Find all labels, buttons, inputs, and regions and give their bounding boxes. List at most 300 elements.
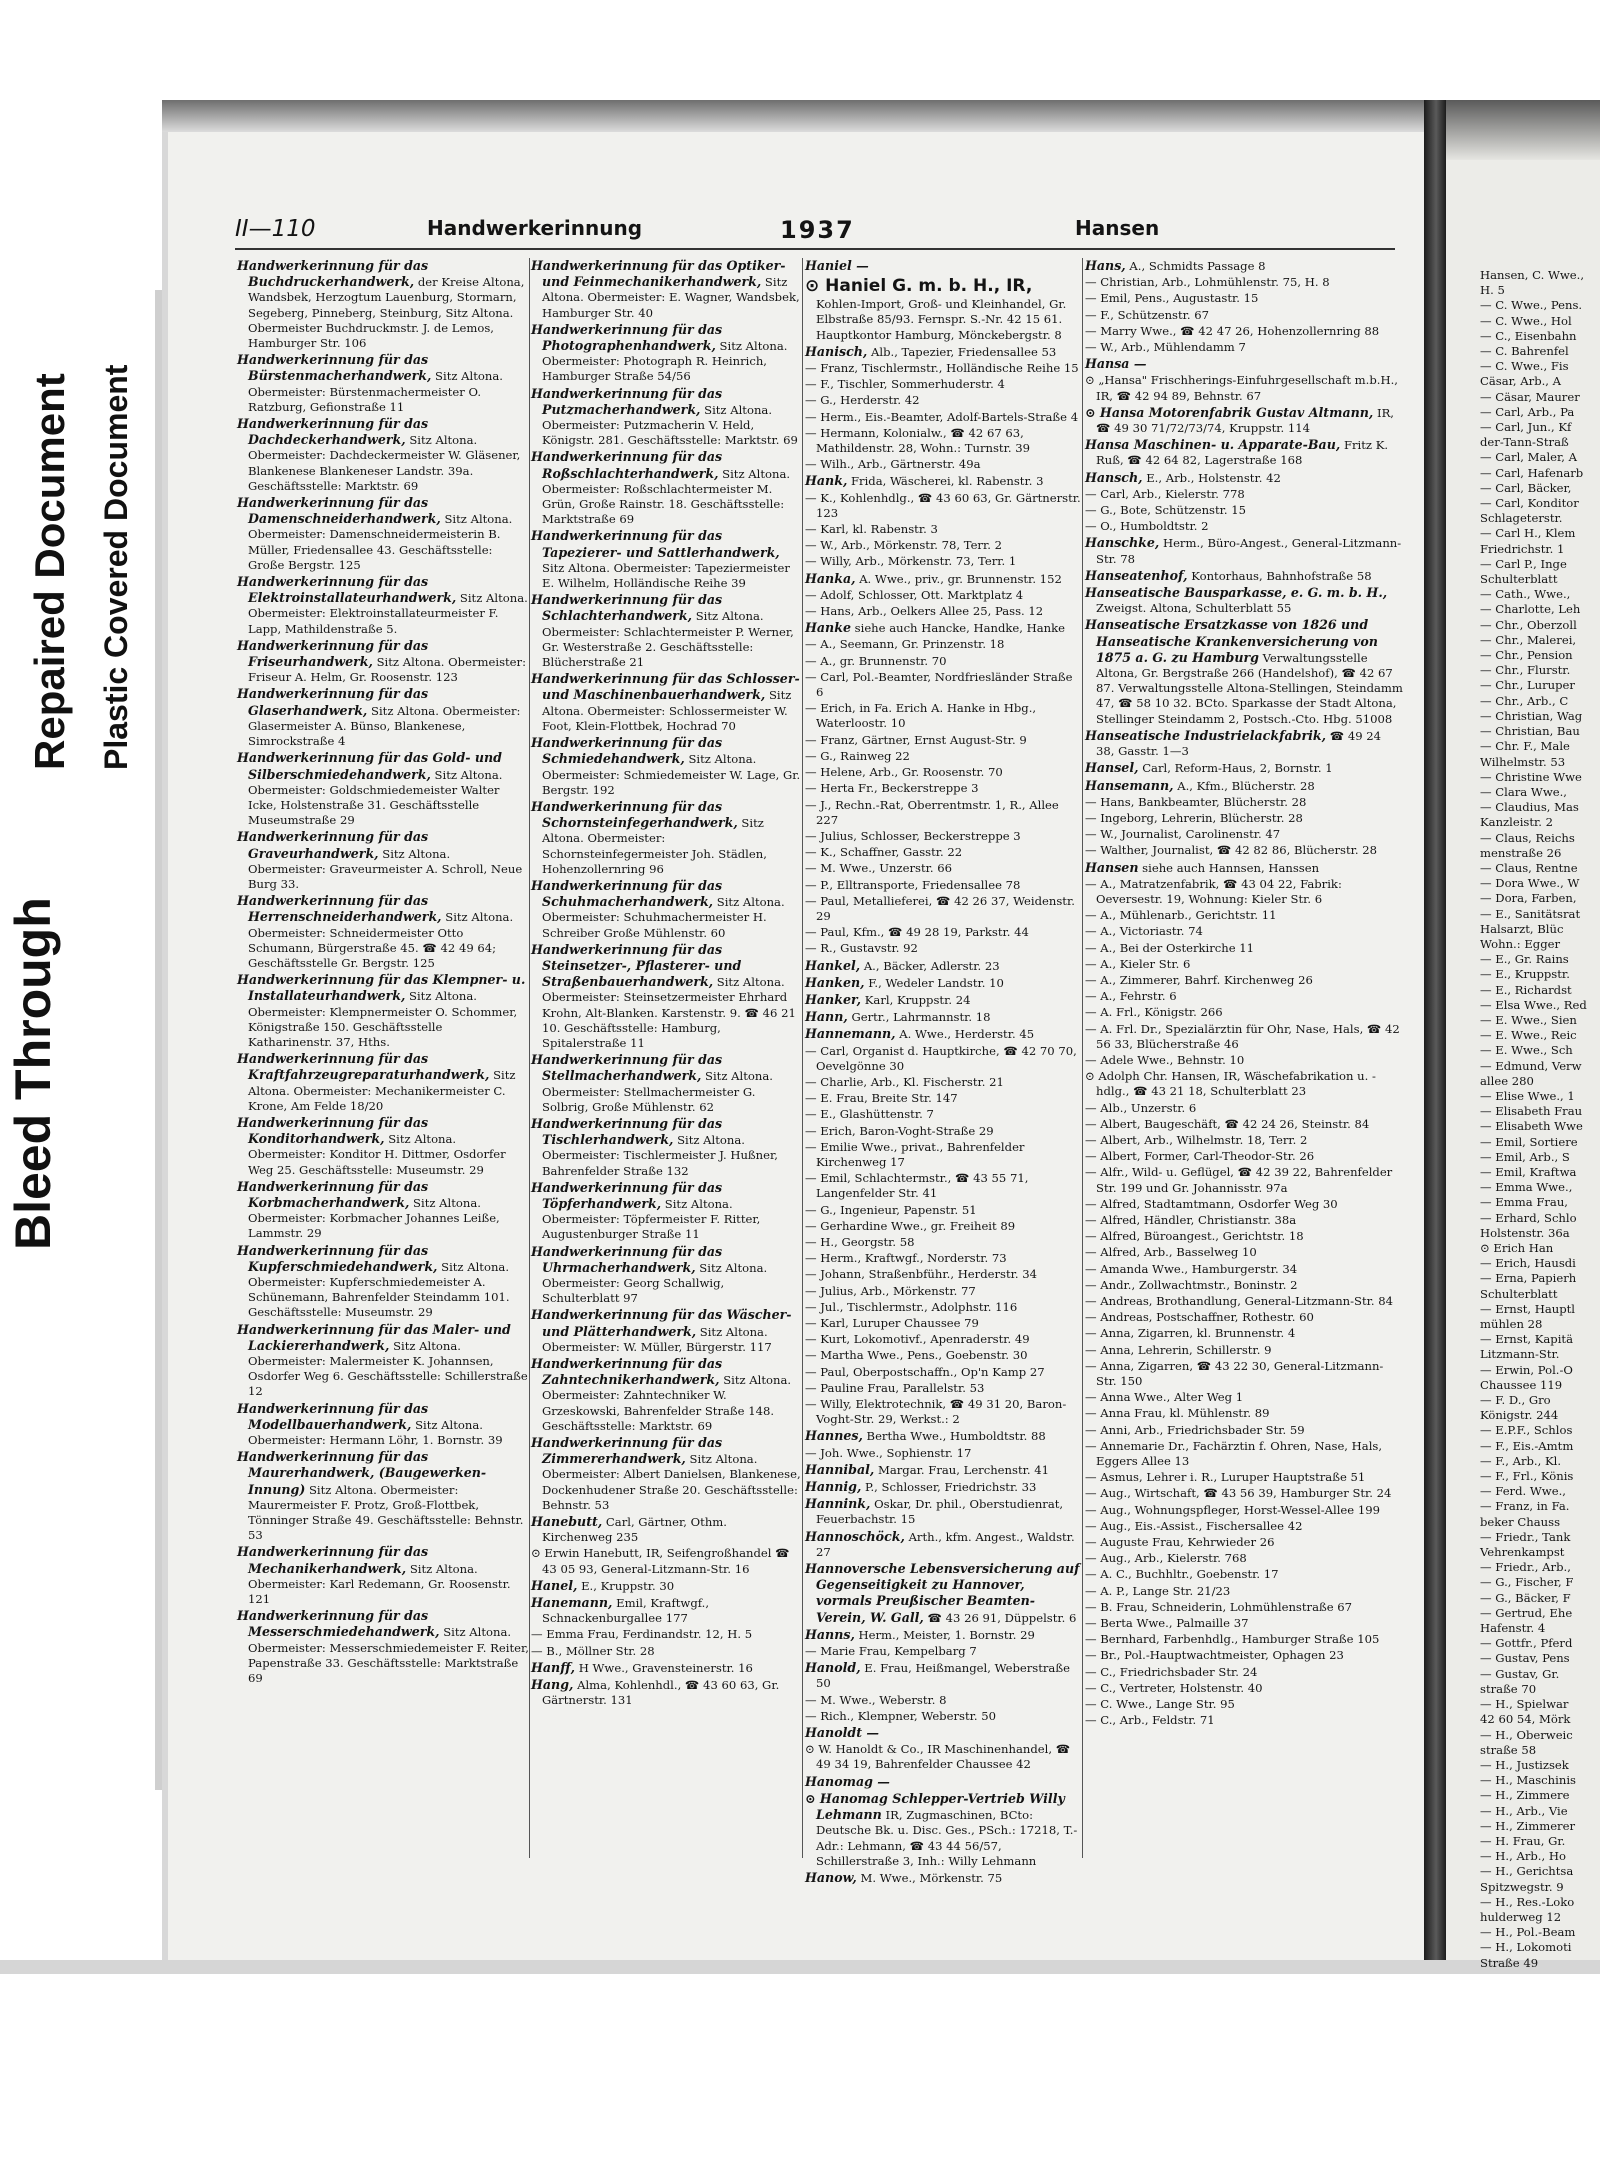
entry-text: — Willy, Arb., Mörkenstr. 73, Terr. 1 [805, 554, 1017, 569]
directory-entry [1085, 1245, 1403, 1260]
directory-entry [805, 344, 1081, 360]
directory-entry [805, 1267, 1081, 1282]
facing-page-line: 42 60 54, Mörk [1480, 1712, 1571, 1727]
facing-page-line: — G., Fischer, F [1480, 1575, 1574, 1590]
directory-entry [805, 925, 1081, 940]
entry-heading: Handwerkerinnung für das Korbmacherhandwerk, [237, 1178, 429, 1210]
facing-page-line: — H., Pol.-Beam [1480, 1925, 1576, 1940]
directory-entry [805, 749, 1081, 764]
facing-page-line: beker Chauss [1480, 1514, 1561, 1529]
directory-entry [805, 1171, 1081, 1201]
entry-text: — Br., Pol.-Hauptwachtmeister, Ophagen 23 [1085, 1648, 1344, 1663]
directory-entry [237, 1544, 529, 1607]
facing-page-line: — Erich, Hausdi [1480, 1256, 1576, 1271]
entry-text: — Emil, Pens., Augustastr. 15 [1085, 291, 1259, 306]
year-title: 1937 [780, 216, 855, 244]
entry-text: Sitz Altona. Obermeister: Korbmacher Johannes Leiße, Lammstr. 29 [248, 1195, 500, 1241]
entry-text: — P., Elltransporte, Friedensallee 78 [805, 877, 1021, 892]
entry-text: — Jul., Tischlermstr., Adolphstr. 116 [805, 1299, 1018, 1314]
directory-entry [805, 701, 1081, 731]
facing-page-line: Schulterblatt [1480, 1286, 1558, 1301]
entry-text: — Aug., Arb., Kielerstr. 768 [1085, 1551, 1247, 1566]
facing-page-line: straße 70 [1480, 1681, 1537, 1696]
entry-text: — Christian, Arb., Lohmühlenstr. 75, H. 8 [1085, 275, 1330, 290]
facing-page-line: — Claus, Reichs [1480, 830, 1575, 845]
entry-text: Sitz Altona. Obermeister: Klempnermeister O. Schommer, Königstraße 150. Geschäftsstelle Katharinenstr. 37, Hths. [248, 989, 518, 1049]
directory-entry [805, 1660, 1081, 1691]
entry-heading: Hannoversche Lebensversicherung auf Gegenseitigkeit zu Hannover, vormals Preußischer Beamten-Verein, W. Gall, [805, 1561, 1080, 1625]
directory-entry [1085, 1535, 1403, 1550]
directory-entry [237, 352, 529, 415]
entry-text: — O., Humboldtstr. 2 [1085, 519, 1209, 534]
facing-page-line: — Carl H., Klem [1480, 526, 1576, 541]
entry-text: A. Wwe., priv., gr. Brunnenstr. 152 [859, 571, 1062, 586]
entry-text: — A. P., Lange Str. 21/23 [1085, 1583, 1231, 1598]
entry-text: — Paul, Metallieferei, ☎ 42 26 37, Weidenstr. 29 [805, 893, 1075, 923]
directory-entry [1085, 1343, 1403, 1358]
directory-entry [1085, 340, 1403, 355]
directory-entry [805, 670, 1081, 700]
entry-text: — Erich, Baron-Voght-Straße 29 [805, 1123, 994, 1138]
book-gutter [1424, 100, 1446, 1960]
entry-text: — Emma Frau, Ferdinandstr. 12, H. 5 [531, 1627, 753, 1642]
facing-page-line: — G., Bäcker, F [1480, 1590, 1571, 1605]
directory-entry [1085, 1713, 1403, 1728]
directory-entry [531, 258, 801, 321]
directory-entry [531, 322, 801, 385]
entry-text: — Walther, Journalist, ☎ 42 82 86, Blücherstr. 28 [1085, 843, 1378, 858]
directory-entry [531, 1244, 801, 1307]
entry-text: — A. Frl., Königstr. 266 [1085, 1005, 1223, 1020]
entry-text: Carl, Reform-Haus, 2, Bornstr. 1 [1142, 761, 1333, 776]
facing-page-line: der-Tann-Straß [1480, 435, 1569, 450]
facing-page-line: — Chr., Luruper [1480, 678, 1575, 693]
entry-text: Sitz Altona. Obermeister: Schneidermeister Otto Schumann, Bürgerstraße 45. ☎ 42 49 64; Geschäftsstelle Gr. Bergstr. 125 [248, 910, 514, 970]
directory-entry [1085, 924, 1403, 939]
directory-entry [805, 992, 1081, 1008]
entry-heading: Handwerkerinnung für das Buchdruckerhandwerk, [237, 258, 429, 290]
directory-entry [805, 1348, 1081, 1363]
facing-page-line: — C., Eisenbahn [1480, 328, 1577, 343]
entry-text: — G., Bote, Schützenstr. 15 [1085, 503, 1247, 518]
entry-text: Sitz Altona. Obermeister: Töpfermeister F. Ritter, Augustenburger Straße 11 [542, 1196, 761, 1242]
entry-text: — B., Möllner Str. 28 [531, 1643, 655, 1658]
entry-text: Sitz Altona. Obermeister: Friseur A. Helm, Gr. Roosenstr. 123 [248, 655, 526, 685]
directory-entry [237, 1322, 529, 1400]
entry-text: — Ingeborg, Lehrerin, Blücherstr. 28 [1085, 810, 1303, 825]
entry-heading: Hankel, [805, 957, 861, 973]
entry-text: — Franz, Tischlermstr., Holländische Reihe 15 [805, 361, 1079, 376]
facing-page-line: ⊙ Erich Han [1480, 1241, 1554, 1255]
entry-heading: Handwerkerinnung für das Kupferschmiedehandwerk, [237, 1242, 438, 1274]
entry-text: Kohlen-Import, Groß- und Kleinhandel, Gr. Elbstraße 85/93. Fernspr. S.-Nr. 42 15 61. Hauptkontor Hamburg, Mönckebergstr. 8 [816, 297, 1067, 342]
directory-entry [1085, 1648, 1403, 1663]
bleed-through-label: Bleed Through [5, 897, 61, 1250]
entry-text: Bertha Wwe., Humboldtstr. 88 [866, 1429, 1046, 1444]
directory-entry [805, 845, 1081, 860]
facing-page-line: — Dora, Farben, [1480, 891, 1577, 906]
entry-text: Sitz Altona. Obermeister: Malermeister K. Johannsen, Osdorfer Weg 6. Geschäftsstelle: Schillerstraße 12 [248, 1338, 528, 1399]
directory-entry [1085, 1632, 1403, 1647]
entry-text: — Andr., Zollwachtmstr., Boninstr. 2 [1085, 1277, 1298, 1292]
entry-text: — Herm., Eis.-Beamter, Adolf-Bartels-Straße 4 [805, 409, 1079, 424]
facing-page-shadow [1446, 100, 1600, 160]
entry-text: — Albert, Former, Carl-Theodor-Str. 26 [1085, 1149, 1315, 1164]
entry-text: Sitz Altona. Obermeister: Schornsteinfegermeister Joh. Städlen, Hohenzollernring 96 [542, 816, 767, 876]
facing-page-line: — C. Wwe., Pens. [1480, 298, 1583, 313]
directory-entry [1085, 1053, 1403, 1068]
facing-page-line: — Gustav, Gr. [1480, 1666, 1560, 1681]
directory-entry [237, 972, 529, 1050]
entry-heading: Handwerkerinnung für das Putzmacherhandwerk, [531, 385, 723, 417]
entry-text: — J., Rechn.-Rat, Oberrentmstr. 1, R., Allee 227 [805, 797, 1059, 827]
directory-entry [1085, 275, 1403, 290]
entry-text: — Albert, Baugeschäft, ☎ 42 24 26, Steinstr. 84 [1085, 1116, 1370, 1131]
facing-page-line: Hansen, C. Wwe., [1480, 268, 1585, 282]
entry-heading: Hanow, [805, 1869, 857, 1885]
entry-text: Sitz Altona. Obermeister: Karl Redemann, Gr. Roosenstr. 121 [248, 1561, 511, 1607]
entry-text: — K., Schaffner, Gasstr. 22 [805, 845, 963, 860]
entry-text: — C., Vertreter, Holstenstr. 40 [1085, 1680, 1263, 1695]
directory-entry [805, 861, 1081, 876]
directory-entry [805, 765, 1081, 780]
facing-page-line: — Cäsar, Maurer [1480, 389, 1580, 404]
directory-entry [1085, 728, 1403, 759]
directory-entry [805, 829, 1081, 844]
entry-heading: Hannemann, [805, 1026, 896, 1042]
directory-entry [531, 878, 801, 941]
facing-page-line: — Ernst, Kapitä [1480, 1332, 1574, 1347]
entry-heading: Handwerkerinnung für das Herrenschneiderhandwerk, [237, 893, 442, 925]
entry-text: der Kreise Altona, Wandsbek, Herzogtum Lauenburg, Stormarn, Segeberg, Pinneberg, Steinburg, Sitz Altona. Obermeister Buchdruckmstr. J. de Lemos, Hamburger Str. 106 [248, 275, 525, 351]
entry-text: — Charlie, Arb., Kl. Fischerstr. 21 [805, 1074, 1004, 1089]
directory-entry [805, 1075, 1081, 1090]
directory-entry [1085, 1567, 1403, 1582]
facing-page-line: — E.P.F., Schlos [1480, 1423, 1573, 1438]
facing-page-line: mühlen 28 [1480, 1317, 1543, 1332]
facing-page-line: — Chr., Oberzoll [1480, 617, 1577, 632]
entry-text: — Paul, Oberpostschaffn., Op'n Kamp 27 [805, 1364, 1045, 1379]
facing-page-line: — H., Maschinis [1480, 1773, 1576, 1788]
entry-text: — Alfred, Büroangest., Gerichtstr. 18 [1085, 1229, 1304, 1244]
directory-entry [531, 1514, 801, 1545]
directory-entry [1085, 1584, 1403, 1599]
entry-text: — H., Georgstr. 58 [805, 1234, 915, 1249]
entry-text: Fritz K. Ruß, ☎ 42 64 82, Lagerstraße 168 [1096, 438, 1389, 468]
entry-text: — Alfred, Arb., Basselweg 10 [1085, 1245, 1257, 1260]
entry-text: — Franz, Gärtner, Ernst August-Str. 9 [805, 732, 1027, 747]
facing-page-line: — Gottfr., Pferd [1480, 1636, 1573, 1651]
directory-entry [805, 781, 1081, 796]
directory-entry [1085, 585, 1403, 616]
entry-text: — Andreas, Brothandlung, General-Litzmann-Str. 84 [1085, 1294, 1394, 1308]
entry-text: H Wwe., Gravensteinerstr. 16 [578, 1660, 753, 1675]
entry-text: — Hermann, Kolonialw., ☎ 42 67 63, Mathildenstr. 28, Wohn.: Turnstr. 39 [805, 425, 1030, 456]
entry-text: — A., Seemann, Gr. Prinzenstr. 18 [805, 637, 1005, 652]
entry-heading: Handwerkerinnung für das Elektroinstallateurhandwerk, [237, 574, 457, 606]
entry-text: — A. Frl. Dr., Spezialärztin für Ohr, Nase, Hals, ☎ 42 56 33, Blücherstraße 46 [1085, 1021, 1400, 1051]
entry-text: ⊙ W. Hanoldt & Co., IR Maschinenhandel, ☎ 49 34 19, Bahrenfelder Chaussee 42 [805, 1742, 1071, 1772]
entry-text: — Annemarie Dr., Fachärztin f. Ohren, Nase, Hals, Eggers Allee 13 [1085, 1438, 1383, 1469]
directory-entry [805, 1332, 1081, 1347]
directory-entry [1085, 973, 1403, 988]
section-title: Handwerkerinnung [427, 216, 643, 240]
facing-page-line: — E., Gr. Rains [1480, 952, 1569, 967]
entry-text: — Carl, Pol.-Beamter, Nordfriesländer Straße 6 [805, 669, 1073, 700]
entry-heading: Handwerkerinnung für das Schlosser- und Maschinenbauerhandwerk, [531, 671, 800, 703]
entry-text: Arth., kfm. Angest., Waldstr. 27 [816, 1529, 1075, 1559]
facing-page-line: — Franz, in Fa. [1480, 1499, 1570, 1514]
directory-entry [805, 258, 1081, 274]
directory-entry [1085, 1262, 1403, 1277]
facing-page-line: — H., Gerichtsa [1480, 1864, 1574, 1879]
entry-text: Kontorhaus, Bahnhofstraße 58 [1191, 568, 1372, 583]
directory-entry [531, 1356, 801, 1434]
facing-page-line: — Carl, Bäcker, [1480, 480, 1572, 495]
directory-column-2 [531, 258, 801, 1868]
directory-entry [805, 620, 1081, 636]
entry-heading: Hansch, [1085, 469, 1143, 485]
plastic-covered-label: Plastic Covered Document [98, 364, 134, 770]
entry-text: siehe auch Hancke, Handke, Hanke [854, 621, 1065, 636]
directory-entry [805, 1627, 1081, 1643]
entry-text: — A., Matratzenfabrik, ☎ 43 04 22, Fabrik: Oeversestr. 19, Wohnung: Kieler Str. 6 [1085, 876, 1342, 906]
facing-page-line: Wilhelmstr. 53 [1480, 754, 1566, 769]
directory-entry [1085, 373, 1403, 403]
directory-entry [805, 361, 1081, 376]
directory-entry [805, 894, 1081, 924]
directory-entry [805, 1365, 1081, 1380]
entry-text: Sitz Altona. Obermeister: Damenschneidermeisterin B. Müller, Friedensallee 43. Geschäftsstelle: Große Bergstr. 125 [248, 512, 513, 572]
directory-entry [805, 975, 1081, 991]
entry-text: — Alfr., Wild- u. Geflügel, ☎ 42 39 22, Bahrenfelder Str. 199 und Gr. Johannisstr. 97a [1085, 1165, 1393, 1195]
entry-text: — Helene, Arb., Gr. Roosenstr. 70 [805, 765, 1003, 780]
entry-heading: Handwerkerinnung für das Schmiedehandwerk, [531, 735, 723, 767]
facing-page-line: — Emil, Sortiere [1480, 1134, 1578, 1149]
directory-entry [531, 449, 801, 527]
facing-page-line: straße 58 [1480, 1742, 1537, 1757]
directory-entry [805, 275, 1081, 343]
repaired-document-label: Repaired Document [26, 373, 73, 770]
facing-page-line: — Emma Frau, [1480, 1195, 1568, 1210]
directory-entry [1085, 1359, 1403, 1389]
facing-page-line: — Claudius, Mas [1480, 800, 1579, 815]
facing-page-line: — C. Wwe., Fis [1480, 359, 1569, 374]
directory-entry [531, 735, 801, 798]
entry-heading: Handwerkerinnung für das Mechanikerhandwerk, [237, 1544, 429, 1576]
facing-page-line: — Erhard, Schlo [1480, 1210, 1577, 1225]
facing-page-line: — E. Wwe., Reic [1480, 1028, 1577, 1043]
entry-text: — A., Bei der Osterkirche 11 [1085, 940, 1255, 955]
entry-text: Sitz Altona. Obermeister: Stellmachermeister G. Solbrig, Große Mühlenstr. 62 [542, 1069, 773, 1114]
entry-heading: Handwerkerinnung für das Zimmererhandwerk, [531, 1435, 723, 1467]
directory-entry [1085, 1165, 1403, 1195]
directory-entry [1085, 1213, 1403, 1228]
entry-heading: Handwerkerinnung für das Modellbauerhandwerk, [237, 1400, 429, 1432]
entry-heading: Hanomag — [805, 1773, 890, 1789]
entry-heading: Handwerkerinnung für das Tischlerhandwerk, [531, 1115, 723, 1148]
entry-text: ☎ 43 26 91, Düppelstr. 6 [927, 1610, 1077, 1625]
directory-entry [805, 1428, 1081, 1444]
entry-heading: Handwerkerinnung für das Maurerhandwerk, (Baugewerken-Innung) [237, 1449, 487, 1497]
entry-text: M. Wwe., Mörkenstr. 75 [860, 1870, 1003, 1885]
entry-text: — Anna, Zigarren, ☎ 43 22 30, General-Litzmann-Str. 150 [1085, 1358, 1384, 1389]
directory-entry [1085, 356, 1403, 372]
entry-heading: Hanker, [805, 991, 862, 1007]
entry-text: — Julius, Arb., Mörkenstr. 77 [805, 1283, 976, 1298]
column-rule [529, 258, 530, 1858]
facing-page-line: Chaussee 119 [1480, 1377, 1563, 1392]
entry-text: Alb., Tapezier, Friedensallee 53 [871, 344, 1057, 359]
entry-heading: Hanemann, [531, 1595, 613, 1611]
directory-entry [805, 426, 1081, 456]
directory-entry [805, 1284, 1081, 1299]
directory-entry [805, 604, 1081, 619]
directory-entry [237, 574, 529, 637]
directory-entry [1085, 1470, 1403, 1485]
directory-entry [237, 893, 529, 971]
entry-text: — Carl, Arb., Kielerstr. 778 [1085, 486, 1245, 501]
entry-text: — Karl, Luruper Chaussee 79 [805, 1316, 979, 1330]
entry-text: — Auguste Frau, Kehrwieder 26 [1085, 1535, 1275, 1550]
directory-entry [805, 1107, 1081, 1122]
directory-entry [1085, 778, 1403, 794]
entry-heading: Handwerkerinnung für das Maler- und Lackiererhandwerk, [237, 1321, 511, 1353]
directory-entry [531, 1595, 801, 1626]
entry-text: — Emilie Wwe., privat., Bahrenfelder Kirchenweg 17 [805, 1139, 1025, 1169]
entry-text: siehe auch Hannsen, Hanssen [1142, 860, 1320, 875]
entry-text: — Carl, Organist d. Hauptkirche, ☎ 42 70 70, Oevelgönne 30 [805, 1043, 1077, 1073]
entry-text: ⊙ „Hansa" Frischherings-Einfuhrgesellschaft m.b.H., IR, ☎ 42 94 89, Behnstr. 67 [1085, 373, 1398, 403]
facing-page-line: — H., Arb., Vie [1480, 1803, 1568, 1818]
entry-text: — Martha Wwe., Pens., Goebenstr. 30 [805, 1348, 1028, 1363]
directory-entry [531, 799, 801, 877]
directory-entry [805, 878, 1081, 893]
entry-text: Verwaltungsstelle Altona, Gr. Bergstraße 266 (Handelshof), ☎ 42 67 87. Verwaltungsstelle Altona-Stellingen, Steindamm 47, ☎ 58 10 32. BCto. Sparkasse der Stadt Altona, Stellinger Steindamm 2, Postsch.-Cto. Hbg. 51008 [1096, 650, 1403, 726]
entry-text: Sitz Altona. Obermeister: Photograph R. Heinrich, Hamburger Straße 54/56 [542, 339, 788, 384]
directory-entry [1085, 941, 1403, 956]
entry-heading: Hans, [1085, 258, 1126, 273]
facing-page-line: Spitzwegstr. 9 [1480, 1879, 1564, 1894]
directory-entry [1085, 1406, 1403, 1421]
entry-heading: Handwerkerinnung für das Steinsetzer-, Pflasterer- und Straßenbauerhandwerk, [531, 941, 742, 990]
directory-entry [805, 1693, 1081, 1708]
directory-entry [1085, 843, 1403, 858]
entry-text: Sitz Altona. Obermeister: Schlachtermeister P. Werner, Gr. Westerstraße 2. Geschäftsstelle: Blücherstraße 21 [542, 609, 794, 670]
directory-entry [237, 495, 529, 573]
directory-entry [1085, 1519, 1403, 1534]
entry-text: — Herta Fr., Beckerstreppe 3 [805, 781, 979, 796]
directory-entry [1085, 1665, 1403, 1680]
directory-entry [1085, 1229, 1403, 1244]
entry-text: Sitz Altona. Obermeister: Konditor H. Dittmer, Osdorfer Weg 25. Geschäftsstelle: Museumstr. 29 [248, 1132, 506, 1177]
facing-page-line: — H., Lokomoti [1480, 1940, 1572, 1955]
directory-entry [805, 941, 1081, 956]
directory-entry [531, 528, 801, 591]
entry-heading: ⊙ Hanomag Schlepper-Vertrieb Willy Lehmann [805, 1790, 1065, 1823]
directory-entry [237, 1608, 529, 1686]
entry-text: Sitz Altona. Obermeister: Mechanikermeister C. Krone, Am Felde 18/20 [248, 1068, 516, 1113]
page-header [235, 216, 1395, 246]
directory-entry [531, 1644, 801, 1659]
entry-text: Sitz Altona. Obermeister: W. Müller, Bürgerstr. 117 [542, 1324, 772, 1354]
entry-text: — Alfred, Stadtamtmann, Osdorfer Weg 30 [1085, 1196, 1338, 1211]
entry-text: Sitz Altona. Obermeister: Dachdeckermeister W. Gläsener, Blankenese Blankeneser Landstr. 39a. Geschäftsstelle: Marktstr. 69 [248, 433, 521, 493]
scanner-edge [0, 1960, 1600, 1974]
entry-heading: Hanns, [805, 1626, 855, 1642]
facing-page-line: — H. Frau, Gr. [1480, 1833, 1566, 1848]
directory-column-1 [237, 258, 529, 1868]
facing-page-line: — Chr., Pension [1480, 648, 1573, 663]
facing-page-line: Cäsar, Arb., A [1480, 374, 1562, 389]
entry-text: — A., Victoriastr. 74 [1085, 924, 1203, 939]
entry-text: — Aug., Eis.-Assist., Fischersallee 42 [1085, 1518, 1303, 1533]
directory-entry [805, 522, 1081, 537]
directory-entry [805, 1870, 1081, 1886]
facing-page-line: — Charlotte, Leh [1480, 602, 1581, 617]
entry-text: Sitz Altona. Obermeister: Putzmacherin V. Held, Königstr. 281. Geschäftsstelle: Marktstr. 69 [542, 402, 798, 448]
facing-page-line: — Carl P., Inge [1480, 556, 1567, 571]
facing-page-line: Friedrichstr. 1 [1480, 541, 1565, 556]
directory-entry [805, 588, 1081, 603]
directory-entry [1085, 1439, 1403, 1469]
facing-page-line: — E. Wwe., Sien [1480, 1012, 1577, 1027]
entry-heading: Handwerkerinnung für das Töpferhandwerk, [531, 1179, 723, 1211]
entry-text: F., Wedeler Landstr. 10 [868, 975, 1004, 990]
entry-text: — Aug., Wirtschaft, ☎ 43 56 39, Hamburger Str. 24 [1085, 1486, 1392, 1501]
entry-heading: Hank, [805, 473, 848, 489]
facing-page-line: — H., Oberweic [1480, 1727, 1573, 1742]
entry-text: — Herm., Kraftwgf., Norderstr. 73 [805, 1251, 1007, 1266]
entry-text: — Kurt, Lokomotivf., Apenraderstr. 49 [805, 1332, 1030, 1347]
directory-entry [805, 1644, 1081, 1659]
entry-text: ⊙ Adolph Chr. Hansen, IR, Wäschefabrikation u. -hdlg., ☎ 43 21 18, Schulterblatt 23 [1085, 1069, 1376, 1099]
facing-page-line: hulderweg 12 [1480, 1909, 1562, 1924]
entry-text: — Marry Wwe., ☎ 42 47 26, Hohenzollernring 88 [1085, 323, 1380, 338]
directory-entry [805, 1742, 1081, 1772]
directory-entry [237, 416, 529, 494]
entry-text: — Amanda Wwe., Hamburgerstr. 34 [1085, 1261, 1298, 1276]
directory-entry [1085, 908, 1403, 923]
facing-page-line: — Gertrud, Ehe [1480, 1605, 1573, 1620]
entry-text: Sitz Altona. Obermeister: Graveurmeister A. Schroll, Neue Burg 33. [248, 846, 523, 891]
facing-page-line: — Christian, Wag [1480, 708, 1583, 723]
entry-text: — Aug., Wohnungspfleger, Horst-Wessel-Allee 199 [1085, 1502, 1380, 1517]
directory-entry [531, 592, 801, 670]
directory-entry [805, 1124, 1081, 1139]
entry-text: — A., gr. Brunnenstr. 70 [805, 653, 947, 668]
facing-page-line: — Edmund, Verw [1480, 1058, 1582, 1073]
directory-entry [805, 1140, 1081, 1170]
entry-heading: Hanff, [531, 1659, 576, 1675]
entry-heading: Hanke [805, 620, 851, 636]
directory-entry [1085, 877, 1403, 907]
entry-text: — Anna, Lehrerin, Schillerstr. 9 [1085, 1342, 1272, 1357]
entry-heading: Handwerkerinnung für das Klempner- u. Installateurhandwerk, [237, 972, 526, 1004]
entry-heading: Hannink, [805, 1496, 871, 1512]
entry-text: — C., Arb., Feldstr. 71 [1085, 1713, 1215, 1728]
directory-entry [1085, 1278, 1403, 1293]
entry-text: — C., Friedrichsbader Str. 24 [1085, 1664, 1258, 1679]
facing-page-line: allee 280 [1480, 1073, 1534, 1088]
facing-page-line: — C. Bahrenfel [1480, 344, 1569, 359]
entry-text: Sitz Altona. Obermeister: Zahntechniker W. Grzeskowski, Bahrenfelder Straße 148. Geschäftsstelle: Marktstr. 69 [542, 1373, 792, 1433]
facing-page-line: — Emil, Arb., S [1480, 1149, 1570, 1164]
facing-page-line: Schulterblatt [1480, 572, 1558, 587]
facing-page-line: — E., Richardst [1480, 982, 1572, 997]
entry-heading: Handwerkerinnung für das Graveurhandwerk, [237, 829, 429, 861]
entry-text: Sitz Altona. Obermeister: Glasermeister A. Bünso, Blankenese, Simrockstraße 4 [248, 703, 521, 749]
